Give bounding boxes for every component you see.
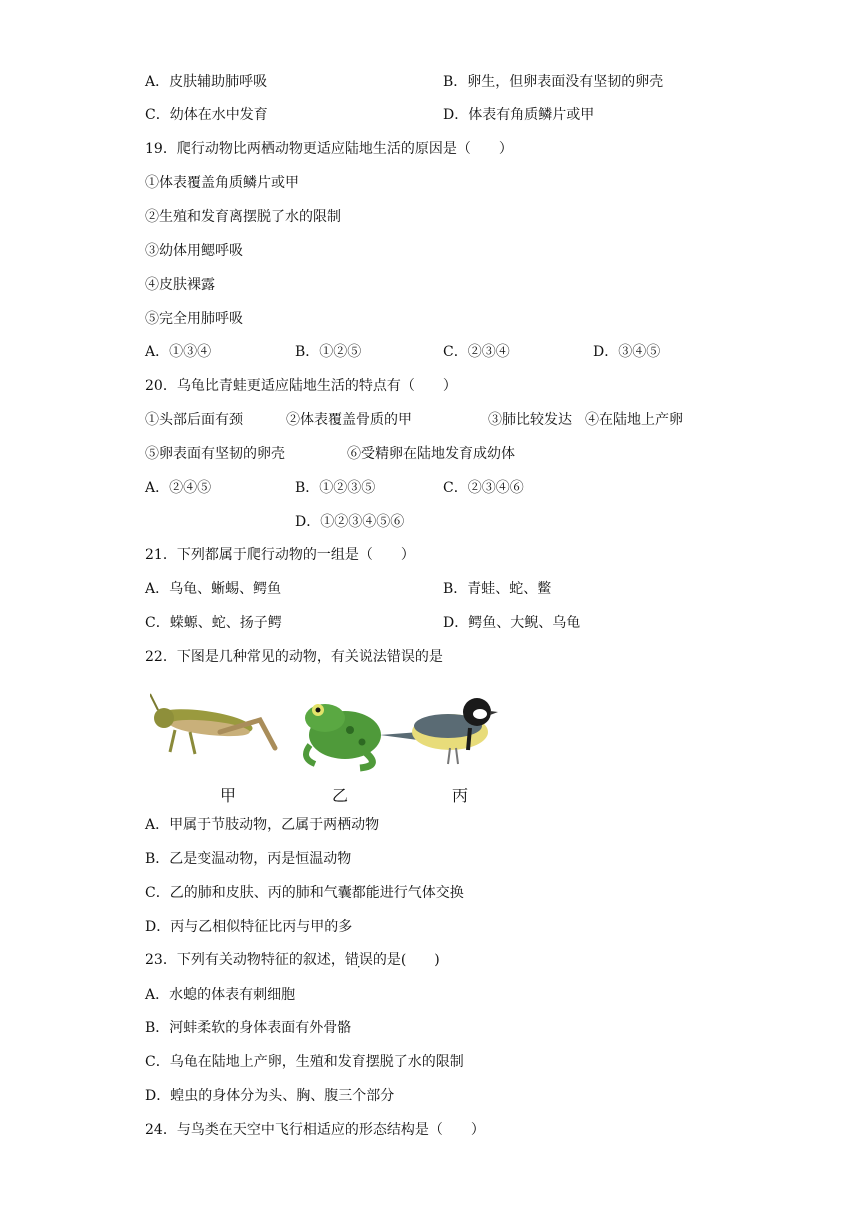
q19-item-5: ⑤完全用肺呼吸 (145, 311, 243, 327)
frog-illustration (305, 704, 381, 768)
q19-item-1: ①体表覆盖角质鳞片或甲 (145, 175, 299, 191)
q22-option-c: C．乙的肺和皮肤、丙的肺和气囊都能进行气体交换 (145, 885, 464, 901)
q18-option-c: C．幼体在水中发育 (145, 107, 268, 123)
q23-stem-post: 的是( ) (372, 952, 440, 968)
q19-item-4: ④皮肤裸露 (145, 277, 215, 293)
q21-option-d: D．鳄鱼、大鲵、乌龟 (443, 615, 581, 631)
q23-option-c: C．乌龟在陆地上产卵，生殖和发育摆脱了水的限制 (145, 1054, 464, 1070)
q21-option-c: C．蝾螈、蛇、扬子鳄 (145, 615, 282, 631)
q19-option-a: A．①③④ (145, 344, 212, 360)
q18-option-d: D．体表有角质鳞片或甲 (443, 107, 595, 123)
q20-item-3: ③肺比较发达 (488, 412, 572, 428)
q21-option-b: B．青蛙、蛇、鳖 (443, 581, 552, 597)
q21-option-a: A．乌龟、蜥蜴、鳄鱼 (145, 581, 282, 597)
q20-item-2: ②体表覆盖骨质的甲 (286, 412, 412, 428)
q22-option-a: A．甲属于节肢动物，乙属于两栖动物 (145, 817, 380, 833)
bird-illustration (380, 698, 498, 764)
caption-bing: 丙 (452, 786, 469, 805)
caption-yi: 乙 (332, 786, 349, 805)
q19-item-2: ②生殖和发育离摆脱了水的限制 (145, 209, 341, 225)
q21-stem: 21．下列都属于爬行动物的一组是（ ） (145, 547, 415, 563)
q19-stem: 19．爬行动物比两栖动物更适应陆地生活的原因是（ ） (145, 141, 513, 157)
q19-option-b: B．①②⑤ (295, 344, 362, 360)
caption-jia: 甲 (220, 786, 237, 805)
q23-option-d: D．蝗虫的身体分为头、胸、腹三个部分 (145, 1088, 395, 1104)
q23-stem (145, 950, 440, 970)
q23-option-b: B．河蚌柔软的身体表面有外骨骼 (145, 1020, 352, 1036)
q18-option-a: A．皮肤辅助肺呼吸 (145, 74, 268, 90)
q20-option-a: A．②④⑤ (145, 480, 212, 496)
q20-item-6: ⑥受精卵在陆地发育成幼体 (347, 446, 515, 462)
q20-item-1: ①头部后面有颈 (145, 412, 243, 428)
q20-stem: 20．乌龟比青蛙更适应陆地生活的特点有（ ） (145, 378, 457, 394)
q22-option-d: D．丙与乙相似特征比丙与甲的多 (145, 919, 353, 935)
q20-option-d: D．①②③④⑤⑥ (295, 514, 405, 530)
q23-stem-pre: 23．下列有关动物特征的叙述， (145, 952, 345, 968)
grasshopper-illustration (150, 694, 275, 754)
q23-stem-emphasis: 错误 (344, 952, 373, 968)
q18-option-b: B．卵生，但卵表面没有坚韧的卵壳 (443, 74, 664, 90)
q22-option-b: B．乙是变温动物，丙是恒温动物 (145, 851, 352, 867)
q22-stem: 22．下图是几种常见的动物，有关说法错误的是 (145, 649, 443, 665)
q19-option-d: D．③④⑤ (593, 344, 661, 360)
q20-item-5: ⑤卵表面有坚韧的卵壳 (145, 446, 285, 462)
q20-item-4: ④在陆地上产卵 (585, 412, 683, 428)
q23-option-a: A．水螅的体表有刺细胞 (145, 987, 296, 1003)
q24-stem: 24．与鸟类在天空中飞行相适应的形态结构是（ ） (145, 1122, 485, 1138)
q20-option-b: B．①②③⑤ (295, 480, 376, 496)
q20-option-c: C．②③④⑥ (443, 480, 524, 496)
q19-item-3: ③幼体用鳃呼吸 (145, 243, 243, 259)
q19-option-c: C．②③④ (443, 344, 510, 360)
